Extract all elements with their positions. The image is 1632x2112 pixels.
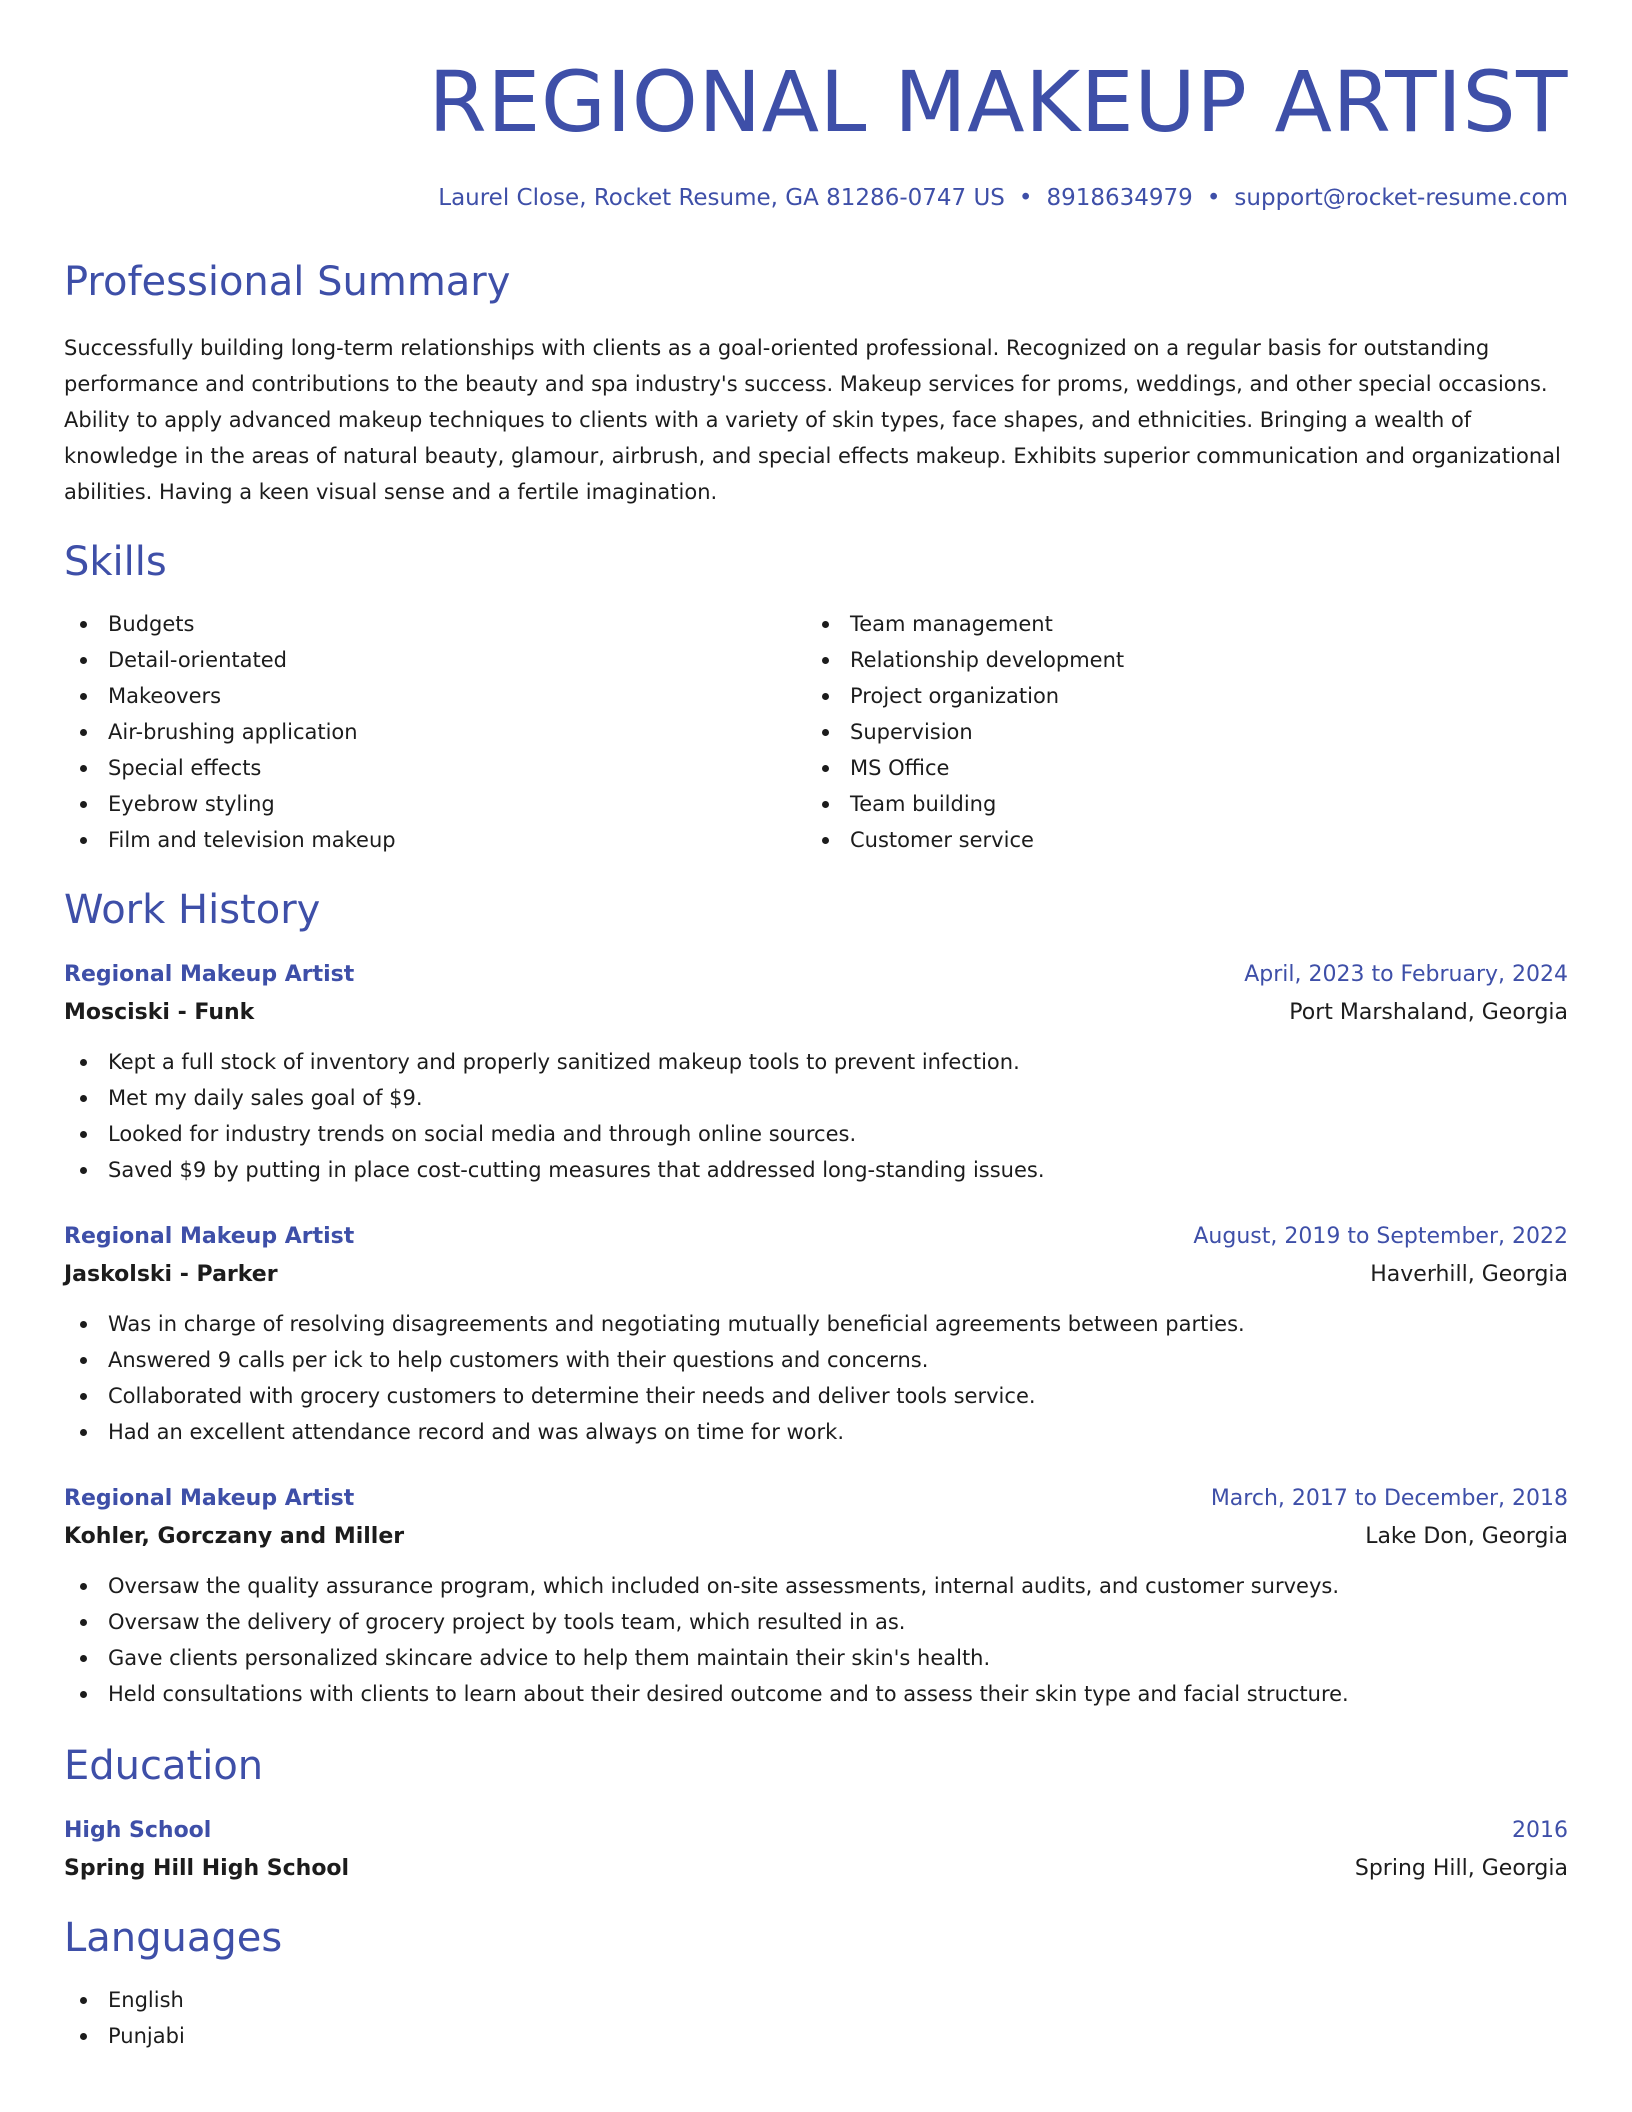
language-item: English [108,1982,1568,2018]
job-duty: Saved $9 by putting in place cost-cutting measures that addressed long-standing issues. [108,1152,1568,1188]
job-duty: Answered 9 calls per ick to help customers with their questions and concerns. [108,1342,1568,1378]
education-degree: High School [64,1818,212,1843]
job-company: Mosciski - Funk [64,1000,255,1025]
skill-item: MS Office [850,750,1548,786]
education-location: Spring Hill, Georgia [1354,1856,1568,1881]
job-duties [64,1306,1568,1450]
education-year: 2016 [1512,1818,1568,1843]
skill-item: Special effects [108,750,806,786]
skill-item: Detail-orientated [108,642,806,678]
job-duty: Had an excellent attendance record and was always on time for work. [108,1414,1568,1450]
job-duty: Oversaw the quality assurance program, which included on-site assessments, internal audits, and customer surveys. [108,1568,1568,1604]
job-duty: Oversaw the delivery of grocery project by tools team, which resulted in as. [108,1604,1568,1640]
job-location: Lake Don, Georgia [1365,1524,1568,1549]
job-duty: Looked for industry trends on social media and through online sources. [108,1116,1568,1152]
job-entry [64,956,1568,1188]
skills-heading: Skills [64,539,167,585]
contact-separator: • [1018,185,1033,211]
job-dates: March, 2017 to December, 2018 [1210,1486,1568,1511]
job-dates: April, 2023 to February, 2024 [1244,962,1568,987]
job-location: Port Marshaland, Georgia [1289,1000,1568,1025]
skill-item: Team management [850,606,1548,642]
work-history-heading: Work History [64,887,321,933]
education-entry [64,1812,1568,1888]
job-duty: Was in charge of resolving disagreements and negotiating mutually beneficial agreements between parties. [108,1306,1568,1342]
education-heading: Education [64,1743,264,1789]
skills-list [64,606,1568,858]
job-entry [64,1218,1568,1450]
skill-item: Project organization [850,678,1548,714]
job-duty: Kept a full stock of inventory and properly sanitized makeup tools to prevent infection. [108,1044,1568,1080]
skill-item: Customer service [850,822,1548,858]
summary-text: Successfully building long-term relationships with clients as a goal-oriented professional. Recognized on a regular basis for outstanding performance and contributions to the beauty and spa industry's success. Makeup services for proms, weddings, and other special occasions. Ability to apply advanced makeup techniques to clients with a variety of skin types, face shapes, and ethnicities. Bringing a wealth of knowledge in the areas of natural beauty, glamour, airbrush, and special effects makeup. Exhibits superior communication and organizational abilities. Having a keen visual sense and a fertile imagination. [64,336,1561,504]
job-company: Jaskolski - Parker [64,1262,278,1287]
job-duties [64,1044,1568,1188]
job-role: Regional Makeup Artist [64,1486,355,1511]
languages-heading: Languages [64,1915,283,1961]
education-school: Spring Hill High School [64,1856,350,1881]
job-company: Kohler, Gorczany and Miller [64,1524,405,1549]
skill-item: Relationship development [850,642,1548,678]
contact-phone: 8918634979 [1046,185,1193,211]
skills-column-left [64,606,806,858]
skill-item: Eyebrow styling [108,786,806,822]
job-duty: Gave clients personalized skincare advice to help them maintain their skin's health. [108,1640,1568,1676]
job-duty: Met my daily sales goal of $9. [108,1080,1568,1116]
skill-item: Makeovers [108,678,806,714]
contact-line [64,182,1568,214]
job-location: Haverhill, Georgia [1370,1262,1568,1287]
contact-separator: • [1206,185,1221,211]
job-role: Regional Makeup Artist [64,962,355,987]
job-entry [64,1480,1568,1712]
job-dates: August, 2019 to September, 2022 [1193,1224,1568,1249]
job-role: Regional Makeup Artist [64,1224,355,1249]
skill-item: Supervision [850,714,1548,750]
job-duties [64,1568,1568,1712]
languages-list [64,1982,1568,2054]
contact-address: Laurel Close, Rocket Resume, GA 81286-0747 US [438,185,1005,211]
skill-item: Air-brushing application [108,714,806,750]
contact-email: support@rocket-resume.com [1234,185,1568,211]
job-duty: Held consultations with clients to learn about their desired outcome and to assess their skin type and facial structure. [108,1676,1568,1712]
language-item: Punjabi [108,2018,1568,2054]
skill-item: Team building [850,786,1548,822]
skill-item: Budgets [108,606,806,642]
resume-title: REGIONAL MAKEUP ARTIST [428,53,1568,151]
summary-heading: Professional Summary [64,259,511,305]
job-duty: Collaborated with grocery customers to determine their needs and deliver tools service. [108,1378,1568,1414]
skills-column-right [806,606,1548,858]
skill-item: Film and television makeup [108,822,806,858]
